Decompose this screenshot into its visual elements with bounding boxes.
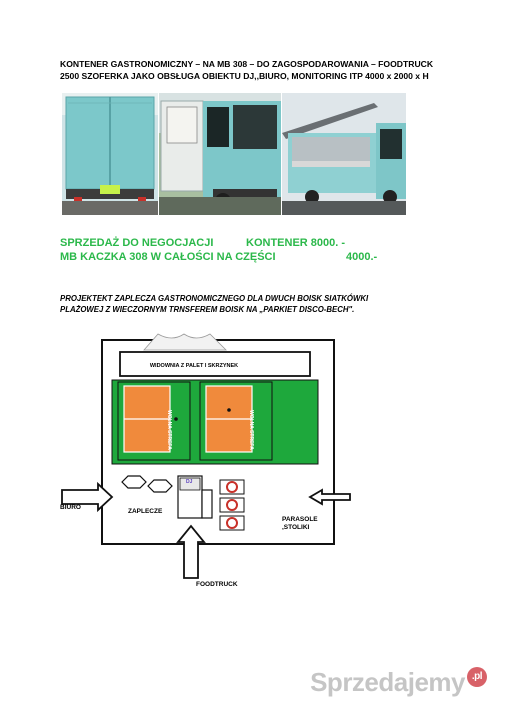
offer-sale-label: SPRZEDAŻ DO NEGOCJACJI (60, 237, 214, 249)
biuro-label: BIURO (60, 504, 81, 511)
photo-foodtruck-open (282, 93, 406, 215)
foodtruck-open-image (282, 93, 406, 215)
project-line-1: PROJEKTEKT ZAPLECZA GASTRONOMICZNEGO DLA DWUCH BOISK SIATKÓWKI (60, 294, 369, 303)
parasole-label: PARASOLE (282, 516, 318, 523)
photo-van-side (159, 93, 281, 215)
arrow-foodtruck-icon (178, 526, 204, 578)
heading-line-1: KONTENER GASTRONOMICZNY – NA MB 308 – DO ZAGOSPODAROWANIA – FOODTRUCK (60, 59, 434, 69)
project-description (60, 293, 460, 315)
van-side-image (159, 93, 281, 215)
site-plan-diagram (60, 330, 420, 595)
document-heading (60, 58, 480, 82)
arrow-parasole-icon (310, 490, 350, 504)
foodtruck-label: FOODTRUCK (196, 581, 238, 588)
container-rear-image (62, 93, 158, 215)
table-hexagon-2 (148, 480, 172, 492)
dj-label: DJ (186, 479, 193, 485)
site-plan-drawing (60, 330, 420, 595)
offer-vehicle-price: 4000.- (346, 251, 378, 263)
tribune-label: WIDOWNIA Z PALET I SKRZYNEK (149, 363, 239, 369)
zaplecze-label: ZAPLECZE (128, 508, 163, 515)
heading-line-2: 2500 SZOFERKA JAKO OBSŁUGA OBIEKTU DJ,,BIURO, MONITORING ITP 4000 x 2000 x H (60, 71, 429, 81)
watermark-logo (310, 667, 487, 698)
offer-container-price: KONTENER 8000. - (246, 237, 346, 249)
offer-vehicle-label: MB KACZKA 308 W CAŁOŚCI NA CZĘŚCI (60, 251, 276, 263)
stoliki-label: ,STOLIKI (282, 524, 310, 531)
watermark-badge: .pl (467, 667, 487, 687)
watermark-text: Sprzedajemy (310, 667, 465, 697)
project-line-2: PLAŻOWEJ Z WIECZORNYM TRNSFEREM BOISK NA „PARKIET DISCO-BECH". (60, 305, 355, 314)
court-right-side-label: WOLNA STREFA (248, 410, 254, 450)
table-hexagon-1 (122, 476, 146, 488)
photo-container-rear (62, 93, 158, 215)
court-left-side-label: WOLNA STREFA (166, 410, 172, 450)
